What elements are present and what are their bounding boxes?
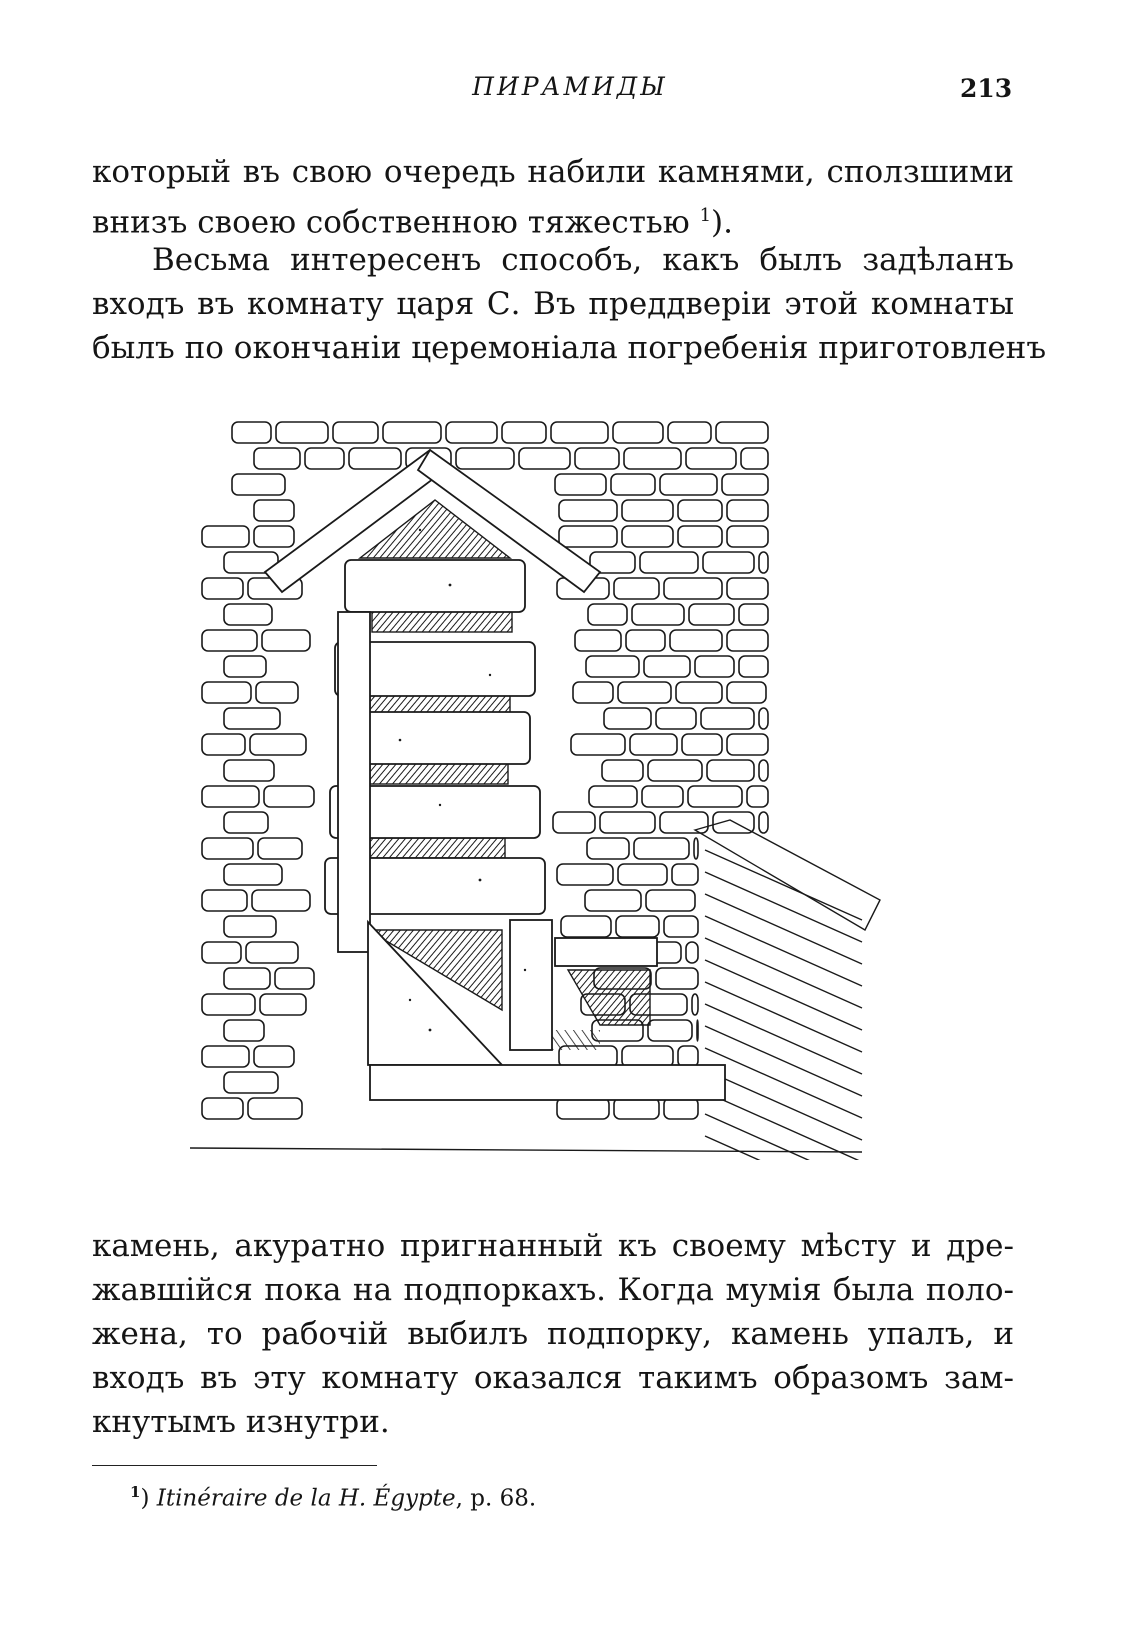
masonry-block	[224, 656, 266, 677]
masonry-block	[588, 604, 627, 625]
masonry-block	[678, 526, 722, 547]
masonry-block	[202, 578, 243, 599]
masonry-block	[602, 760, 643, 781]
side-wall-course	[705, 894, 862, 964]
masonry-block	[759, 708, 768, 729]
masonry-block	[573, 682, 613, 703]
masonry-block	[258, 838, 302, 859]
masonry-illustration	[190, 410, 902, 1160]
masonry-block	[254, 500, 294, 521]
side-wall-course	[705, 1026, 862, 1096]
masonry-block	[741, 448, 768, 469]
masonry-block	[224, 604, 272, 625]
masonry-block	[692, 994, 698, 1015]
masonry-block	[660, 812, 708, 833]
masonry-block	[703, 552, 754, 573]
masonry-block	[664, 1098, 698, 1119]
masonry-block	[224, 1020, 264, 1041]
masonry-block	[682, 734, 722, 755]
masonry-block	[656, 708, 696, 729]
masonry-block	[224, 812, 268, 833]
masonry-block	[224, 916, 276, 937]
footnote-title: Itinéraire de la H. Égypte	[156, 1485, 456, 1512]
masonry-block	[630, 734, 677, 755]
masonry-block	[254, 526, 294, 547]
masonry-block	[686, 942, 698, 963]
side-wall-course	[705, 916, 862, 986]
masonry-block	[202, 942, 241, 963]
masonry-engraving	[190, 410, 902, 1160]
masonry-block	[660, 474, 717, 495]
masonry-block	[664, 916, 698, 937]
paragraph-1	[92, 150, 1014, 241]
text-line-with-footnote	[92, 194, 1014, 241]
masonry-block	[202, 890, 247, 911]
masonry-block	[701, 708, 754, 729]
masonry-block	[260, 994, 306, 1015]
masonry-block	[551, 422, 608, 443]
masonry-block	[727, 630, 768, 651]
masonry-block	[727, 526, 768, 547]
masonry-block	[254, 1046, 294, 1067]
masonry-block	[555, 474, 606, 495]
text-line: входъ въ эту комнату оказался такимъ образомъ зам-	[92, 1360, 1014, 1396]
masonry-block	[224, 760, 274, 781]
masonry-block	[618, 864, 667, 885]
text-line: былъ по окончаніи церемоніала погребенія приготовленъ	[92, 330, 1047, 366]
paragraph-3	[92, 1224, 1014, 1444]
masonry-block	[695, 656, 734, 677]
masonry-block	[232, 474, 285, 495]
masonry-block	[727, 500, 768, 521]
masonry-block	[519, 448, 570, 469]
side-wall-course	[705, 850, 862, 920]
masonry-block	[248, 1098, 302, 1119]
masonry-block	[559, 500, 617, 521]
text-line: внизъ своею собственною тяжестью	[92, 204, 690, 241]
masonry-block	[759, 552, 768, 573]
masonry-block	[689, 604, 734, 625]
masonry-block	[747, 786, 768, 807]
masonry-block	[686, 448, 736, 469]
masonry-block	[202, 734, 245, 755]
footnote-marker-close: )	[140, 1485, 150, 1512]
masonry-block	[632, 604, 684, 625]
footnote	[130, 1483, 536, 1512]
masonry-block	[224, 968, 270, 989]
masonry-block	[202, 786, 259, 807]
masonry-block	[613, 422, 663, 443]
masonry-block	[232, 422, 271, 443]
side-wall-course	[705, 1114, 862, 1160]
masonry-block	[642, 786, 683, 807]
masonry-block	[333, 422, 378, 443]
masonry-block	[739, 604, 768, 625]
masonry-block	[561, 916, 611, 937]
masonry-block	[697, 1020, 698, 1041]
masonry-block	[604, 708, 651, 729]
masonry-block	[759, 812, 768, 833]
masonry-block	[646, 890, 695, 911]
masonry-block	[622, 526, 673, 547]
masonry-block	[622, 500, 673, 521]
masonry-block	[618, 682, 671, 703]
masonry-block	[252, 890, 310, 911]
masonry-block	[722, 474, 768, 495]
masonry-block	[456, 448, 514, 469]
masonry-block	[611, 474, 655, 495]
masonry-block	[672, 864, 698, 885]
side-wall-course	[705, 982, 862, 1052]
text-line: кнутымъ изнутри.	[92, 1404, 390, 1440]
masonry-block	[640, 552, 698, 573]
masonry-block	[587, 838, 629, 859]
masonry-block	[202, 838, 253, 859]
masonry-block	[202, 994, 255, 1015]
text-line: Весьма интересенъ способъ, какъ былъ задѣланъ	[152, 242, 1014, 278]
masonry-block	[224, 708, 280, 729]
masonry-block	[727, 734, 768, 755]
side-wall-coping	[695, 820, 880, 930]
masonry-block	[600, 812, 655, 833]
masonry-block	[553, 812, 595, 833]
side-wall-course	[705, 1070, 862, 1140]
masonry-block	[707, 760, 754, 781]
masonry-block	[559, 526, 617, 547]
masonry-block	[589, 786, 637, 807]
masonry-block	[349, 448, 401, 469]
masonry-block	[634, 838, 689, 859]
masonry-block	[264, 786, 314, 807]
footnote-page-ref: , p. 68.	[455, 1485, 537, 1512]
text-line: жавшійся пока на подпоркахъ. Когда мумія была поло-	[92, 1272, 1014, 1308]
masonry-block	[557, 864, 613, 885]
masonry-block	[664, 578, 722, 599]
masonry-block	[727, 682, 766, 703]
running-title: ПИРАМИДЫ	[472, 72, 668, 101]
masonry-block	[614, 1098, 659, 1119]
masonry-block	[224, 1072, 278, 1093]
masonry-block	[656, 968, 698, 989]
masonry-block	[694, 838, 698, 859]
masonry-block	[624, 448, 681, 469]
masonry-block	[622, 1046, 673, 1067]
footnote-divider	[92, 1465, 377, 1466]
masonry-block	[678, 500, 722, 521]
masonry-block	[262, 630, 310, 651]
masonry-block	[727, 578, 768, 599]
side-wall-course	[705, 1092, 862, 1160]
masonry-block	[305, 448, 344, 469]
masonry-block	[446, 422, 497, 443]
masonry-block	[250, 734, 306, 755]
masonry-block	[202, 630, 257, 651]
side-wall-course	[705, 938, 862, 1008]
masonry-block	[224, 864, 282, 885]
masonry-block	[254, 448, 300, 469]
masonry-block	[276, 422, 328, 443]
masonry-block	[688, 786, 742, 807]
masonry-block	[383, 422, 441, 443]
masonry-block	[716, 422, 768, 443]
masonry-block	[739, 656, 768, 677]
masonry-block	[668, 422, 711, 443]
side-wall-course	[705, 1136, 862, 1160]
masonry-block	[616, 916, 659, 937]
masonry-block	[676, 682, 722, 703]
masonry-block	[202, 682, 251, 703]
masonry-block	[585, 890, 641, 911]
masonry-block	[256, 682, 298, 703]
masonry-block	[678, 1046, 698, 1067]
masonry-block	[644, 656, 690, 677]
masonry-block	[626, 630, 665, 651]
text-line: камень, акуратно пригнанный къ своему мѣсту и дре-	[92, 1228, 1014, 1264]
masonry-block	[571, 734, 625, 755]
side-wall-course	[705, 1048, 862, 1118]
masonry-block	[614, 578, 659, 599]
masonry-block	[575, 448, 619, 469]
masonry-block	[246, 942, 298, 963]
masonry-block	[648, 1020, 692, 1041]
paragraph-2	[92, 238, 1047, 370]
masonry-block	[202, 526, 249, 547]
masonry-block	[557, 1098, 609, 1119]
masonry-block	[275, 968, 314, 989]
masonry-block	[759, 760, 768, 781]
masonry-block	[575, 630, 621, 651]
side-wall-course	[705, 960, 862, 1030]
text-line: жена, то рабочій выбилъ подпорку, камень упалъ, и	[92, 1316, 1014, 1352]
text-line: входъ въ комнату царя С. Въ преддверіи этой комнаты	[92, 286, 1014, 322]
side-wall-course	[705, 1004, 862, 1074]
masonry-block	[670, 630, 722, 651]
page-number: 213	[960, 74, 1013, 103]
footnote-marker: 1	[130, 1483, 141, 1501]
masonry-block	[202, 1046, 249, 1067]
page-header	[0, 72, 1140, 116]
masonry-block	[648, 760, 702, 781]
footnote-reference-close: ).	[711, 204, 733, 241]
masonry-block	[586, 656, 639, 677]
footnote-reference: 1	[699, 205, 712, 226]
masonry-block	[202, 1098, 243, 1119]
text-line: который въ свою очередь набили камнями, сползшими	[92, 154, 1014, 190]
masonry-block	[502, 422, 546, 443]
